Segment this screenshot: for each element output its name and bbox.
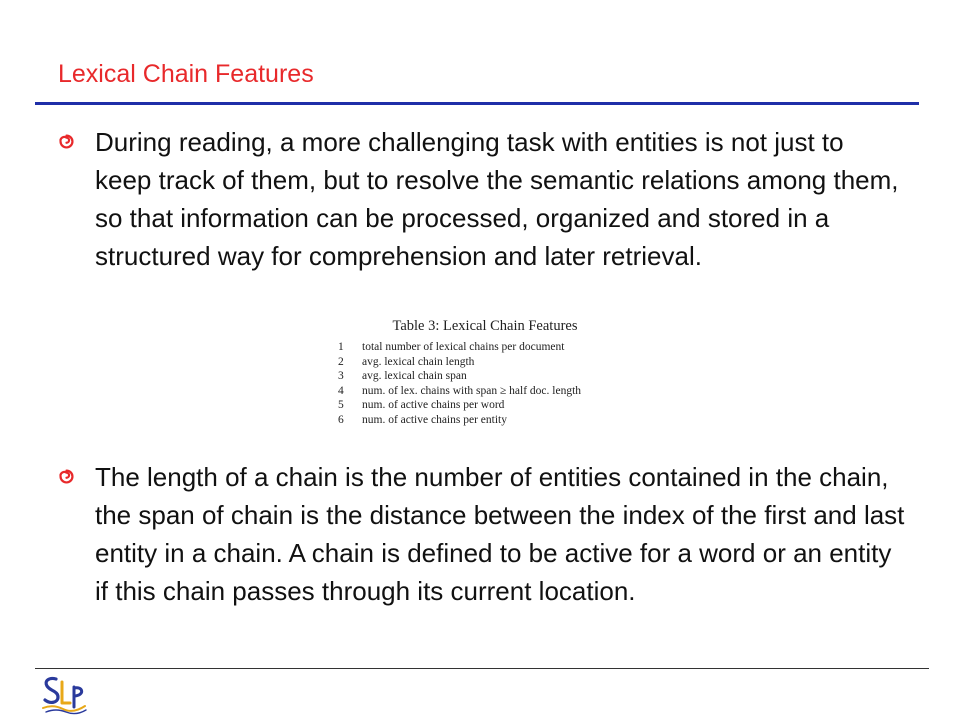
- row-number: 1: [338, 341, 344, 353]
- row-feature: num. of active chains per entity: [362, 413, 507, 426]
- row-feature: avg. lexical chain span: [362, 370, 467, 383]
- slp-logo: [40, 673, 88, 715]
- swirl-bullet-icon: [58, 133, 75, 150]
- row-number: 3: [338, 370, 344, 383]
- table-row: [330, 340, 630, 355]
- slide-title: Lexical Chain Features: [58, 60, 314, 88]
- table-row: [330, 355, 630, 370]
- swirl-bullet-icon: [58, 468, 75, 485]
- title-divider: [35, 102, 919, 105]
- table-row: [330, 398, 630, 413]
- lexical-chain-features-table: [330, 316, 630, 428]
- row-number: 6: [338, 413, 344, 426]
- row-feature: avg. lexical chain length: [362, 355, 475, 368]
- bullet-text-reading: During reading, a more challenging task with entities is not just to keep track of them, but to resolve the semantic relations among them, so that information can be processed, organized and stored in a structured way for comprehension and later retrieval.: [95, 127, 899, 271]
- row-number: 4: [338, 384, 344, 397]
- row-number: 5: [338, 399, 344, 412]
- table-row: [330, 369, 630, 384]
- row-number: 2: [338, 355, 344, 368]
- footer-divider: [35, 668, 929, 669]
- table-row: [330, 384, 630, 399]
- bullet-text-chain-definition: The length of a chain is the number of entities contained in the chain, the span of chain is the distance between the index of the first and last entity in a chain. A chain is defined to be active for a word or an entity if this chain passes through its current location.: [95, 462, 905, 606]
- table-caption: Table 3: Lexical Chain Features: [392, 318, 578, 334]
- row-feature: num. of lex. chains with span ≥ half doc. length: [362, 384, 582, 397]
- row-feature: num. of active chains per word: [362, 399, 505, 412]
- table-row: [330, 413, 630, 428]
- row-feature: total number of lexical chains per document: [362, 341, 565, 353]
